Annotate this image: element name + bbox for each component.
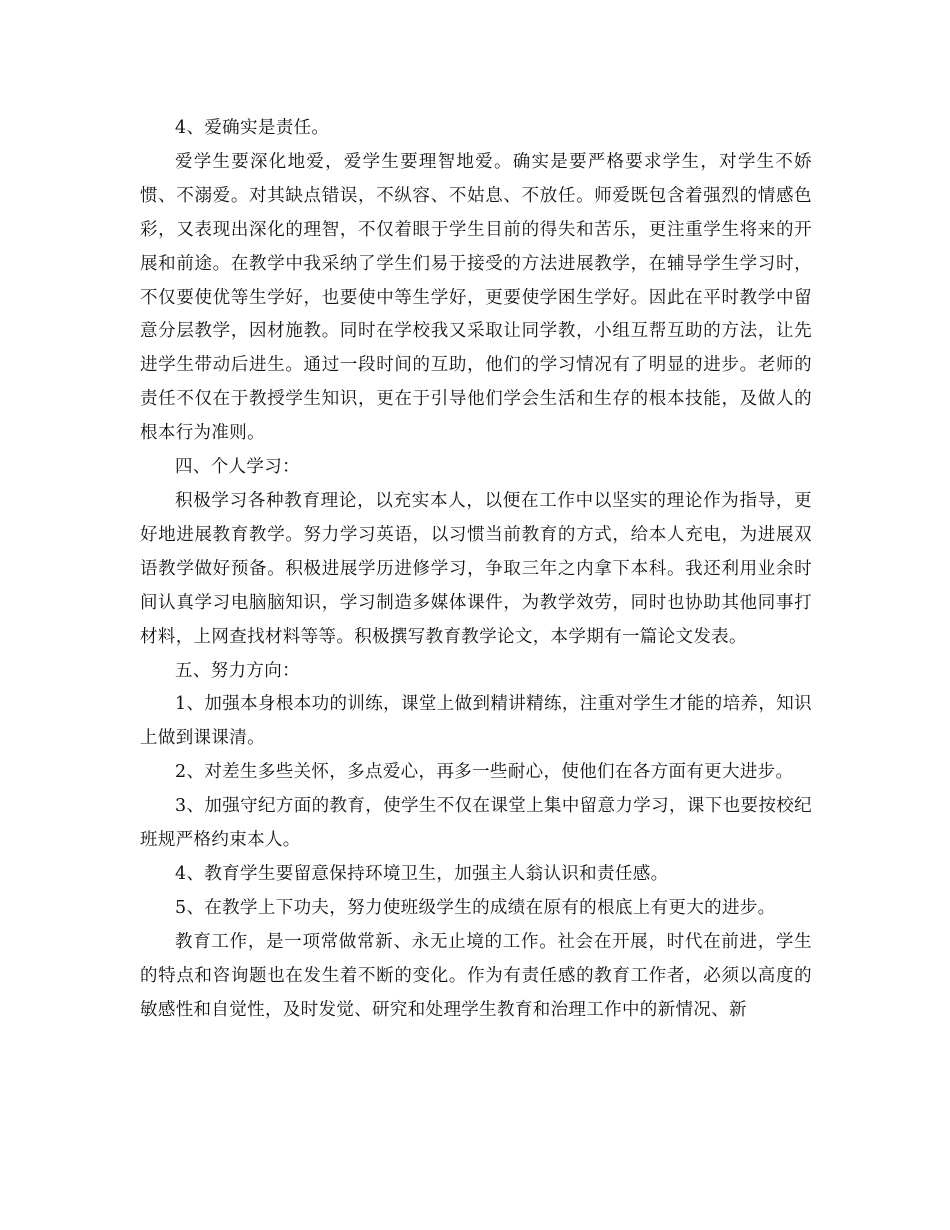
paragraph-section-heading-love-responsibility: 4、爱确实是责任。 xyxy=(175,118,330,138)
paragraph-direction-item-3: 3、加强守纪方面的教育，使学生不仅在课堂上集中留意力学习，课下也要按校纪班规严格约束本人。 xyxy=(140,796,812,851)
paragraph-direction-item-4: 4、教育学生要留意保持环境卫生，加强主人翁认识和责任感。 xyxy=(175,863,669,884)
paragraph-love-responsibility-body: 爱学生要深化地爱，爱学生要理智地爱。确实是要严格要求学生，对学生不娇惯、不溺爱。对其缺点错误，不纵容、不姑息、不放任。师爱既包含着强烈的情感色彩，又表现出深化的理智，不仅着眼于学生目前的得失和苦乐，更注重学生将来的开展和前途。在教学中我采纳了学生们易于接受的方法进展教学，在辅导学生学习时，不仅要使优等生学好，也要使中等生学好，更要使学困生学好。因此在平时教学中留意分层教学，因材施教。同时在学校我又采取让同学教，小组互帮互助的方法，让先进学生带动后进生。通过一段时间的互助，他们的学习情况有了明显的进步。老师的责任不仅在于教授学生知识，更在于引导他们学会生活和生存的根本技能，及做人的根本行为准则。 xyxy=(140,151,812,444)
document-body xyxy=(140,112,812,1027)
paragraph-direction-item-5: 5、在教学上下功夫，努力使班级学生的成绩在原有的根底上有更大的进步。 xyxy=(175,897,776,918)
paragraph-closing: 教育工作，是一项常做常新、永无止境的工作。社会在开展，时代在前进，学生的特点和咨询题也在发生着不断的变化。作为有责任感的教育工作者，必须以高度的敏感性和自觉性，及时发觉、研究和处理学生教育和治理工作中的新情况、新 xyxy=(140,931,812,1020)
paragraph-direction-item-1: 1、加强本身根本功的训练，课堂上做到精讲精练，注重对学生才能的培养，知识上做到课课清。 xyxy=(140,694,812,749)
paragraph-section-heading-personal-study: 四、个人学习： xyxy=(175,457,300,478)
paragraph-personal-study-body: 积极学习各种教育理论，以充实本人，以便在工作中以坚实的理论作为指导，更好地进展教育教学。努力学习英语，以习惯当前教育的方式，给本人充电，为进展双语教学做好预备。积极进展学历进修学习，争取三年之内拿下本科。我还利用业余时间认真学习电脑脑知识，学习制造多媒体课件，为教学效劳，同时也协助其他同事打材料，上网查找材料等等。积极撰写教育教学论文，本学期有一篇论文发表。 xyxy=(140,490,812,647)
paragraph-section-heading-direction: 五、努力方向： xyxy=(175,660,300,681)
paragraph-direction-item-2: 2、对差生多些关怀，多点爱心，再多一些耐心，使他们在各方面有更大进步。 xyxy=(175,762,794,783)
